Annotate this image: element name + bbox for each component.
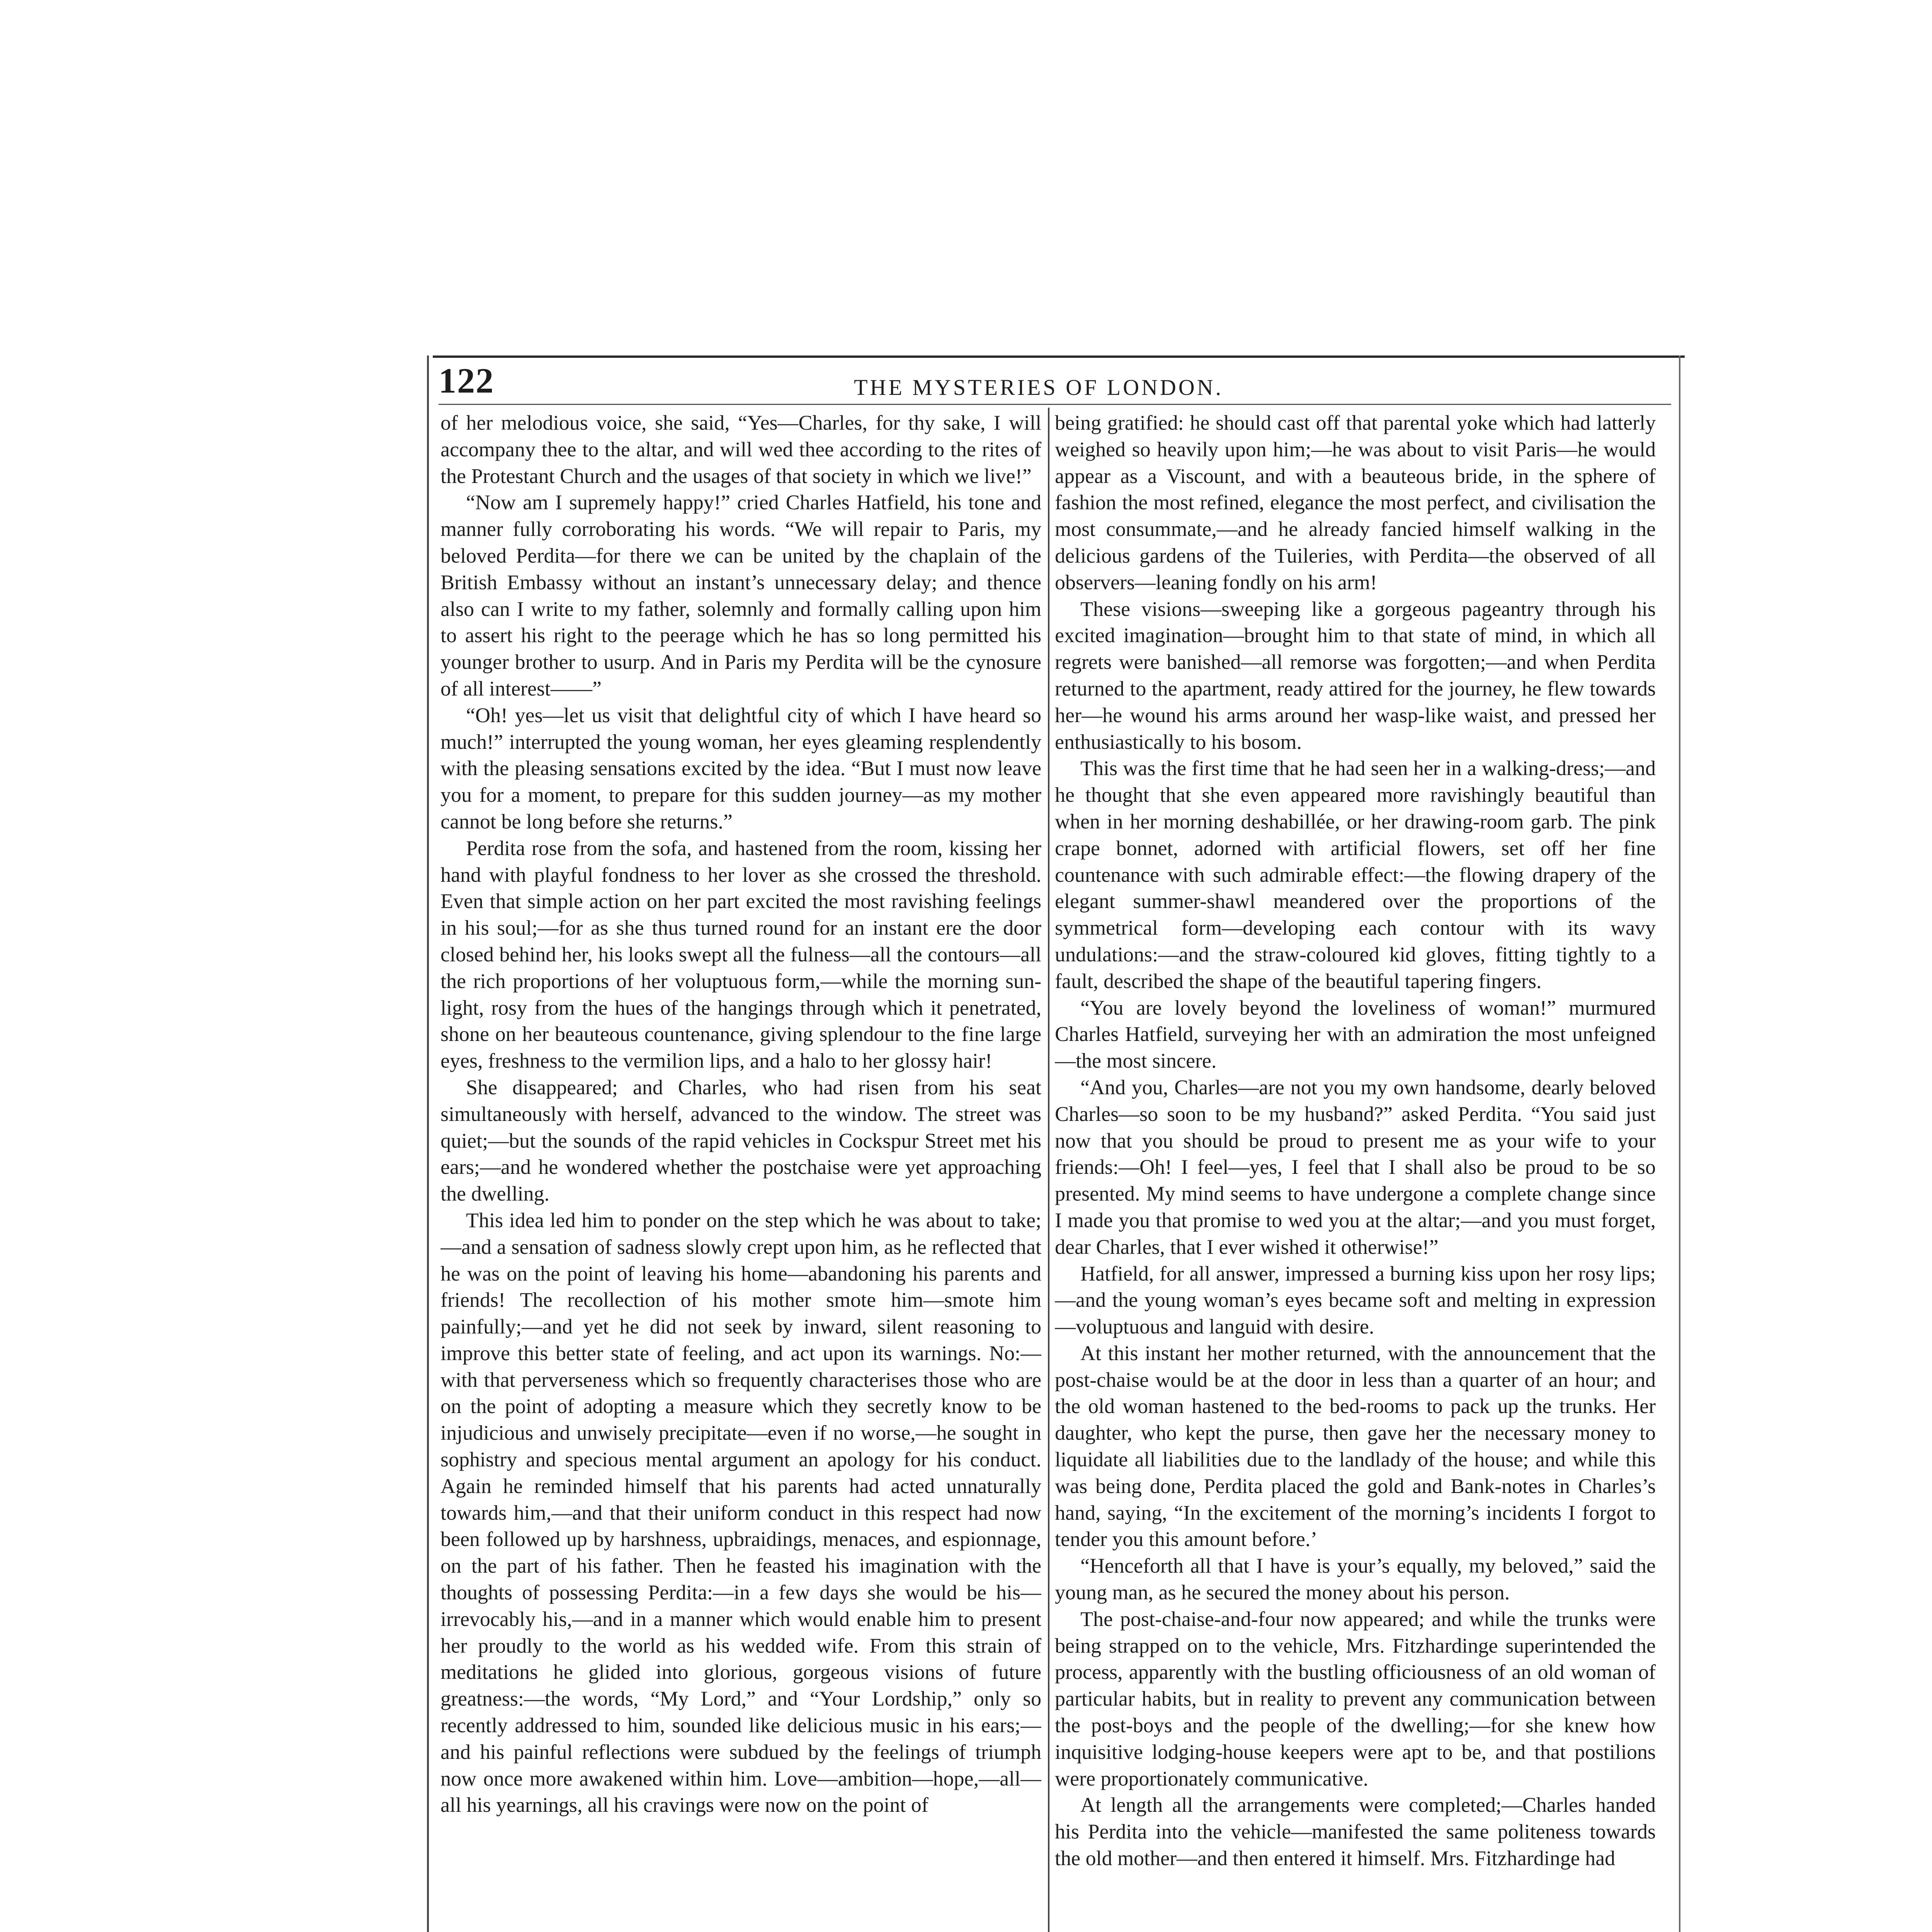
running-head: THE MYSTERIES OF LONDON.	[854, 375, 1223, 400]
paragraph: These visions—sweeping like a gorgeous pageantry through his excited imagination—brought him to that state of mind, in which all regrets were banished—all remorse was forgotten;—and when Perdita returned to the apartment, ready attired for the journey, he flew towards her—he wound his arms around her wasp-like waist, and pressed her enthusiastically to his bosom.	[1055, 597, 1656, 753]
paragraph: At length all the arrangements were completed;—Charles handed his Perdita into the vehicle—manifested the same politeness towards the old mother—and then entered it himself. Mrs. Fitzhardinge had	[1055, 1793, 1656, 1870]
paragraph: She disappeared; and Charles, who had risen from his seat simultaneously with herself, advanced to the window. The street was quiet;—but the sounds of the rapid vehicles in Cockspur Street met his ears;—and he wondered whether the postchaise were yet approaching the dwelling.	[440, 1075, 1041, 1206]
paragraph: The post-chaise-and-four now appeared; and while the trunks were being strapped on to the vehicle, Mrs. Fitzhardinge superintended the process, apparently with the bustling officiousness of an old woman of particular habits, but in reality to prevent any communication between the post-boys and the people of the dwelling;—for she knew how inquisitive lodging-house keepers were apt to be, and that postilions were proportionately communicative.	[1055, 1607, 1656, 1790]
paragraph: “Now am I supremely happy!” cried Charles Hatfield, his tone and manner fully corroborating his words. “We will repair to Paris, my beloved Perdita—for there we can be united by the chaplain of the British Embassy without an instant’s unnecessary delay; and thence also can I write to my father, solemnly and formally calling upon him to assert his right to the peerage which he has so long permitted his younger brother to usurp. And in Paris my Perdita will be the cynosure of all interest——”	[440, 491, 1041, 700]
paragraph: being gratified: he should cast off that parental yoke which had latterly weighed so heavily upon him;—he was about to visit Paris—he would appear as a Viscount, and with a beauteous bride, in the sphere of fashion the most refined, elegance the most perfect, and civilisation the most consummate,—and he already fancied himself walking in the delicious gardens of the Tuileries, with Perdita—the observed of all observers—leaning fondly on his arm!	[1055, 411, 1656, 594]
top-border-rule	[433, 355, 1685, 358]
right-column	[1055, 410, 1656, 1932]
paragraph: At this instant her mother returned, with the announcement that the post-chaise would be at the door in less than a quarter of an hour; and the old woman hastened to the bed-rooms to pack up the trunks. Her daughter, who kept the purse, then gave her the necessary money to liquidate all liabilities due to the landlady of the house; and while this was being done, Perdita placed the gold and Bank-notes in Charles’s hand, saying, “In the excitement of the morning’s incidents I forgot to tender you this amount before.’	[1055, 1341, 1656, 1551]
paragraph: Hatfield, for all answer, impressed a burning kiss upon her rosy lips;—and the young woman’s eyes became soft and melting in expression—voluptuous and languid with desire.	[1055, 1262, 1656, 1338]
paragraph: Perdita rose from the sofa, and hastened from the room, kissing her hand with playful fondness to her lover as she crossed the threshold. Even that simple action on her part excited the most ravishing feelings in his soul;—for as she thus turned round for an instant ere the door closed behind her, his looks swept all the fulness—all the contours—all the rich proportions of her voluptuous form,—while the morning sun-light, rosy from the hues of the hangings through which it penetrated, shone on her beauteous countenance, giving splendour to the fine large eyes, freshness to the vermilion lips, and a halo to her glossy hair!	[440, 836, 1041, 1073]
paragraph: This idea led him to ponder on the step which he was about to take;—and a sensation of sadness slowly crept upon him, as he reflected that he was on the point of leaving his home—abandoning his parents and friends! The recollection of his mother smote him—smote him painfully;—and yet he did not seek by inward, silent reasoning to improve this better state of feeling, and act upon its warnings. No:—with that perverseness which so frequently characterises those who are on the point of adopting a measure which they secretly know to be injudicious and unwisely precipitate—even if no worse,—he sought in sophistry and specious mental argument an apology for his conduct. Again he reminded himself that his parents had acted unnaturally towards him,—and that their uniform conduct in this respect had now been followed up by harshness, upbraidings, menaces, and espionnage, on the part of his father. Then he feasted his imagination with the thoughts of possessing Perdita:—in a few days she would be his—irrevocably his,—and in a manner which would enable him to present her proudly to the world as his wedded wife. From this strain of meditations he glided into glorious, gorgeous visions of future greatness:—the words, “My Lord,” and “Your Lordship,” only so recently addressed to him, sounded like delicious music in his ears;—and his painful reflections were subdued by the feelings of triumph now once more awakened within him. Love—ambition—hope,—all—all his yearnings, all his cravings were now on the point of	[440, 1208, 1041, 1817]
paragraph: “You are lovely beyond the loveliness of woman!” murmured Charles Hatfield, surveying her with an admiration the most unfeigned—the most sincere.	[1055, 996, 1656, 1073]
left-border-rule	[427, 355, 429, 1932]
paragraph: of her melodious voice, she said, “Yes—Charles, for thy sake, I will accompany thee to the altar, and will wed thee according to the rites of the Protestant Church and the usages of that society in which we live!”	[440, 411, 1041, 488]
page-number: 122	[439, 361, 494, 400]
paragraph: “Henceforth all that I have is your’s equally, my beloved,” said the young man, as he secured the money about his person.	[1055, 1554, 1656, 1604]
header-rule	[439, 404, 1671, 405]
paragraph: “Oh! yes—let us visit that delightful city of which I have heard so much!” interrupted the young woman, her eyes gleaming resplendently with the pleasing sensations excited by the idea. “But I must now leave you for a moment, to prepare for this sudden journey—as my mother cannot be long before she returns.”	[440, 703, 1041, 833]
column-divider	[1048, 408, 1049, 1932]
right-border-rule	[1679, 355, 1680, 1932]
left-column	[440, 410, 1041, 1932]
paragraph: This was the first time that he had seen her in a walking-dress;—and he thought that she even appeared more ravishingly beautiful than when in her morning deshabillée, or her drawing-room garb. The pink crape bonnet, adorned with artificial flowers, set off her fine countenance with such admirable effect:—the flowing drapery of the elegant summer-shawl meandered over the proportions of the symmetrical form—developing each contour with its wavy undulations:—and the straw-coloured kid gloves, fitting tightly to a fault, described the shape of the beautiful tapering fingers.	[1055, 757, 1656, 993]
paragraph: “And you, Charles—are not you my own handsome, dearly beloved Charles—so soon to be my husband?” asked Perdita. “You said just now that you should be proud to present me as your wife to your friends:—Oh! I feel—yes, I feel that I shall also be proud to be so presented. My mind seems to have undergone a complete change since I made you that promise to wed you at the altar;—and you must forget, dear Charles, that I ever wished it otherwise!”	[1055, 1075, 1656, 1259]
